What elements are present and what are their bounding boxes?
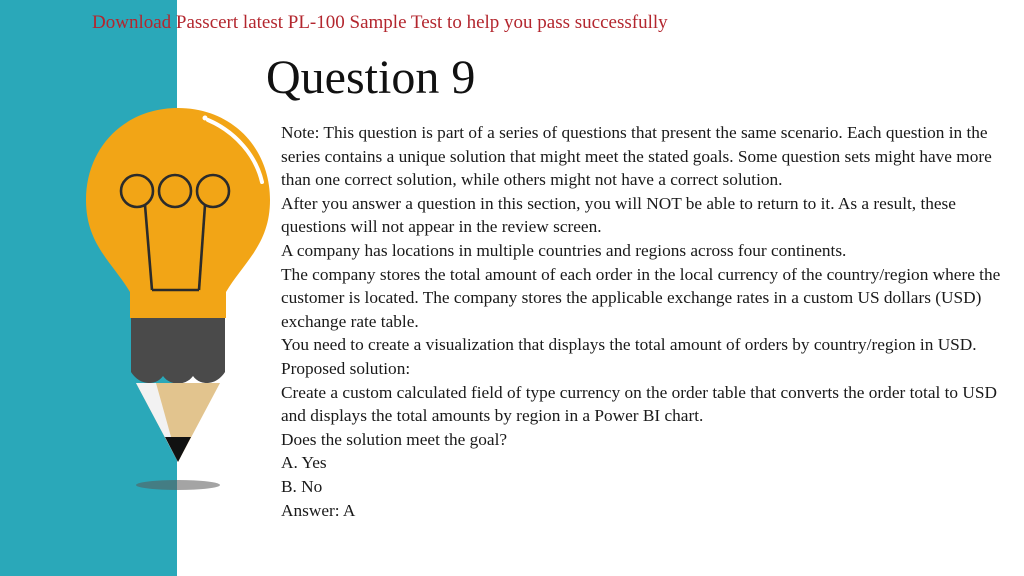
scenario-detail-paragraph: The company stores the total amount of each order in the local currency of the country/region where the customer is located. The company stores the applicable exchange rates in a custom US dollars (USD) exchange rate table. — [281, 264, 1001, 331]
option-b: B. No — [281, 476, 323, 496]
answer-line: Answer: A — [281, 500, 356, 520]
slide-title: Question 9 — [266, 51, 476, 104]
header-banner: Download Passcert latest PL-100 Sample Test to help you pass successfully — [92, 12, 668, 33]
proposed-solution-text: Create a custom calculated field of type currency on the order table that converts the order total to USD and displays the total amounts by region in a Power BI chart. — [281, 382, 997, 426]
lightbulb-pencil-icon — [0, 0, 300, 576]
goal-paragraph: You need to create a visualization that displays the total amount of orders by country/region in USD. — [281, 335, 977, 355]
warning-paragraph: After you answer a question in this section, you will NOT be able to return to it. As a result, these questions will not appear in the review screen. — [281, 193, 956, 237]
note-paragraph: Note: This question is part of a series of questions that present the same scenario. Each question in the series contains a unique solution that might meet the stated goals. Some question sets might have more than one correct solution, while others might not have a correct solution. — [281, 123, 992, 190]
option-a: A. Yes — [281, 453, 327, 473]
proposed-solution-label: Proposed solution: — [281, 358, 411, 378]
question-body — [281, 121, 1019, 522]
question-prompt: Does the solution meet the goal? — [281, 429, 508, 449]
scenario-paragraph: A company has locations in multiple countries and regions across four continents. — [281, 240, 847, 260]
